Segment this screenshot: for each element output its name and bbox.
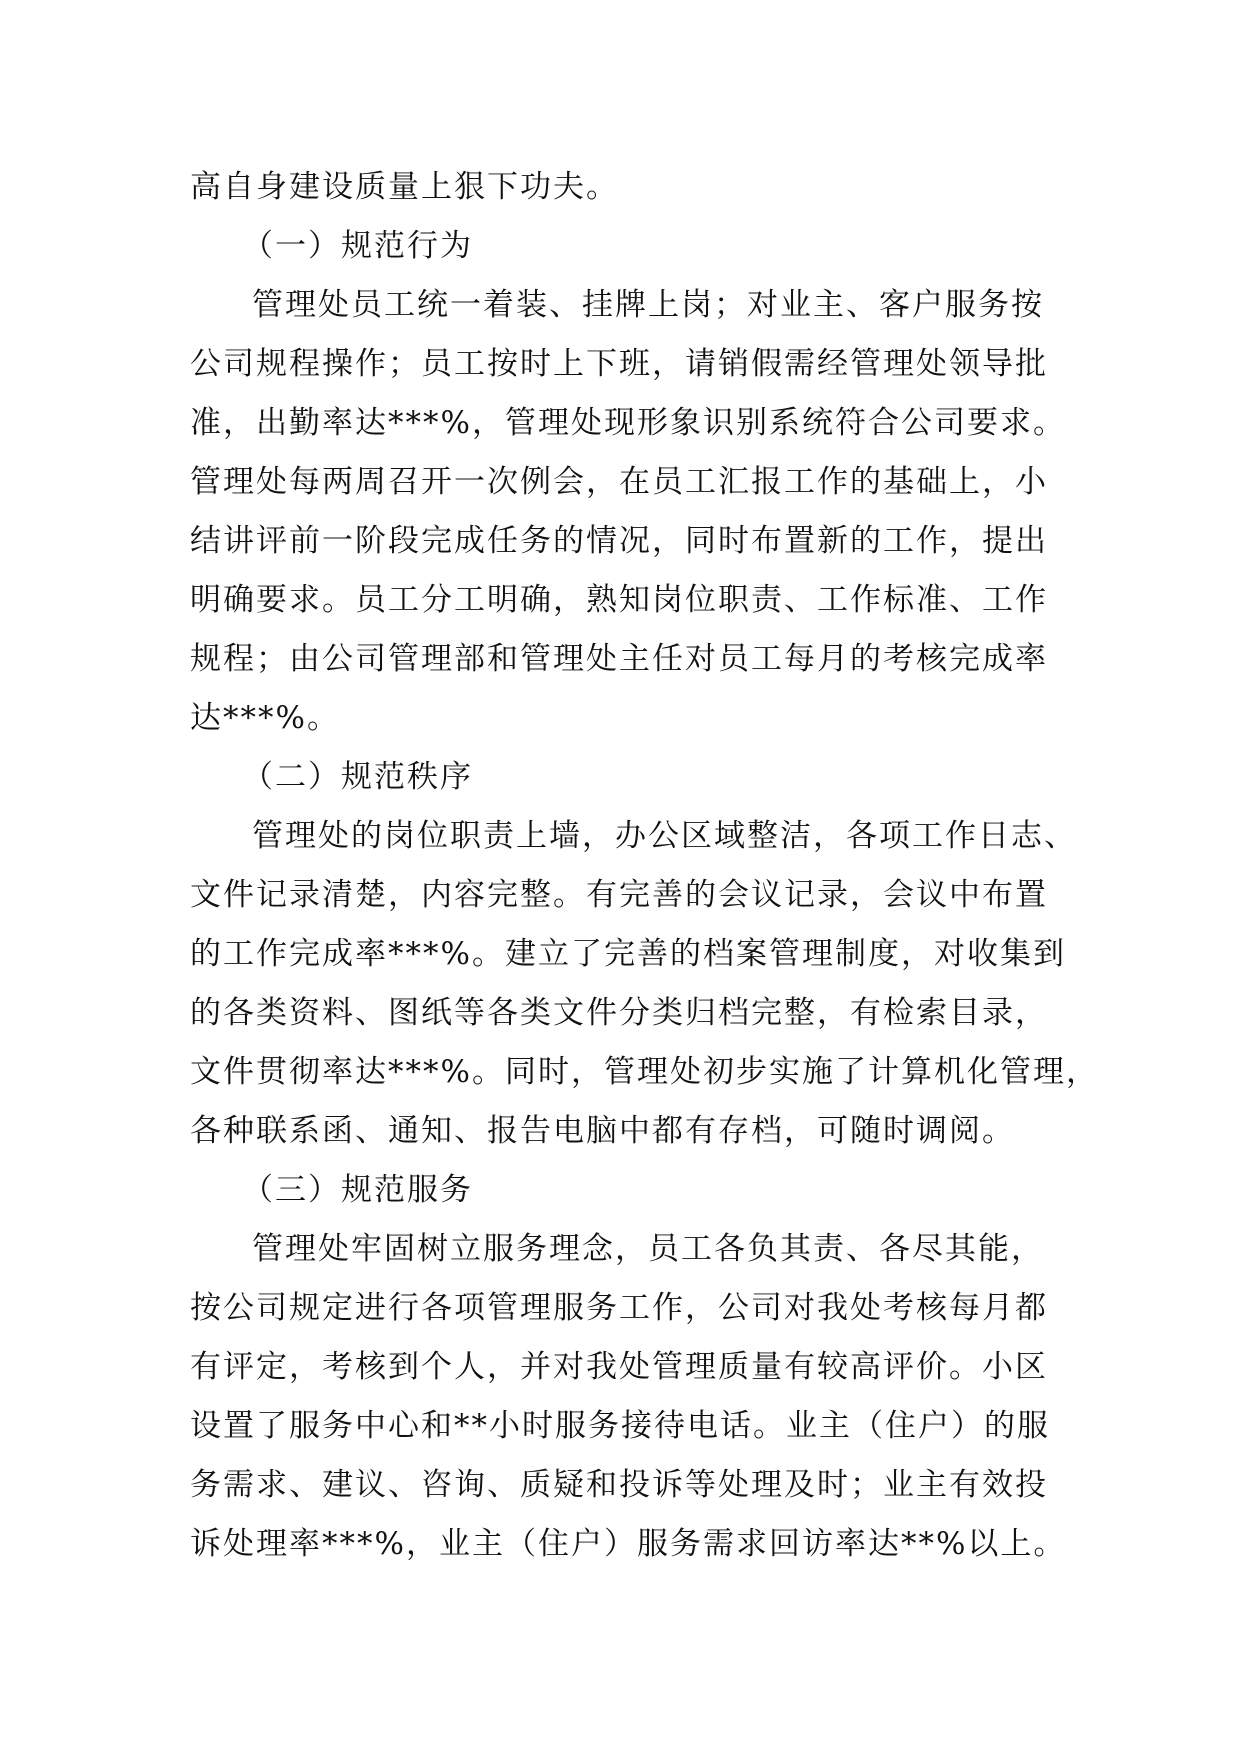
paragraph-line: 设置了服务中心和**小时服务接待电话。业主（住户）的服: [190, 1408, 1050, 1444]
paragraph-line: 管理处牢固树立服务理念，员工各负其责、各尽其能，: [252, 1231, 1044, 1267]
paragraph-line: 准，出勤率达***%，管理处现形象识别系统符合公司要求。: [190, 405, 1066, 441]
paragraph-line: 按公司规定进行各项管理服务工作，公司对我处考核每月都: [190, 1290, 1048, 1326]
paragraph-line: 诉处理率***%，业主（住户）服务需求回访率达**%以上。: [190, 1526, 1067, 1562]
paragraph-line: 明确要求。员工分工明确，熟知岗位职责、工作标准、工作: [190, 582, 1048, 618]
document-body-text: [190, 158, 1099, 1574]
paragraph-line: 的工作完成率***%。建立了完善的档案管理制度，对收集到: [190, 936, 1066, 972]
paragraph-line: 各种联系函、通知、报告电脑中都有存档，可随时调阅。: [190, 1113, 1015, 1149]
paragraph-line: 高自身建设质量上狠下功夫。: [190, 169, 619, 205]
paragraph-line: 务需求、建议、咨询、质疑和投诉等处理及时；业主有效投: [190, 1467, 1048, 1503]
section-heading: （三）规范服务: [242, 1172, 473, 1208]
section-heading: （一）规范行为: [242, 228, 473, 264]
paragraph-line: 达***%。: [190, 700, 340, 736]
paragraph-line: 的各类资料、图纸等各类文件分类归档完整，有检索目录，: [190, 995, 1048, 1031]
paragraph-line: 公司规程操作；员工按时上下班，请销假需经管理处领导批: [190, 346, 1048, 382]
paragraph-line: 规程；由公司管理部和管理处主任对员工每月的考核完成率: [190, 641, 1048, 677]
section-heading: （二）规范秩序: [242, 759, 473, 795]
paragraph-line: 文件贯彻率达***%。同时，管理处初步实施了计算机化管理，: [190, 1054, 1099, 1090]
paragraph-line: 管理处员工统一着装、挂牌上岗；对业主、客户服务按: [252, 287, 1044, 323]
paragraph-line: 文件记录清楚，内容完整。有完善的会议记录，会议中布置: [190, 877, 1048, 913]
paragraph-line: 结讲评前一阶段完成任务的情况，同时布置新的工作，提出: [190, 523, 1048, 559]
paragraph-line: 有评定，考核到个人，并对我处管理质量有较高评价。小区: [190, 1349, 1048, 1385]
paragraph-line: 管理处的岗位职责上墙，办公区域整洁，各项工作日志、: [252, 818, 1077, 854]
paragraph-line: 管理处每两周召开一次例会，在员工汇报工作的基础上，小: [190, 464, 1048, 500]
